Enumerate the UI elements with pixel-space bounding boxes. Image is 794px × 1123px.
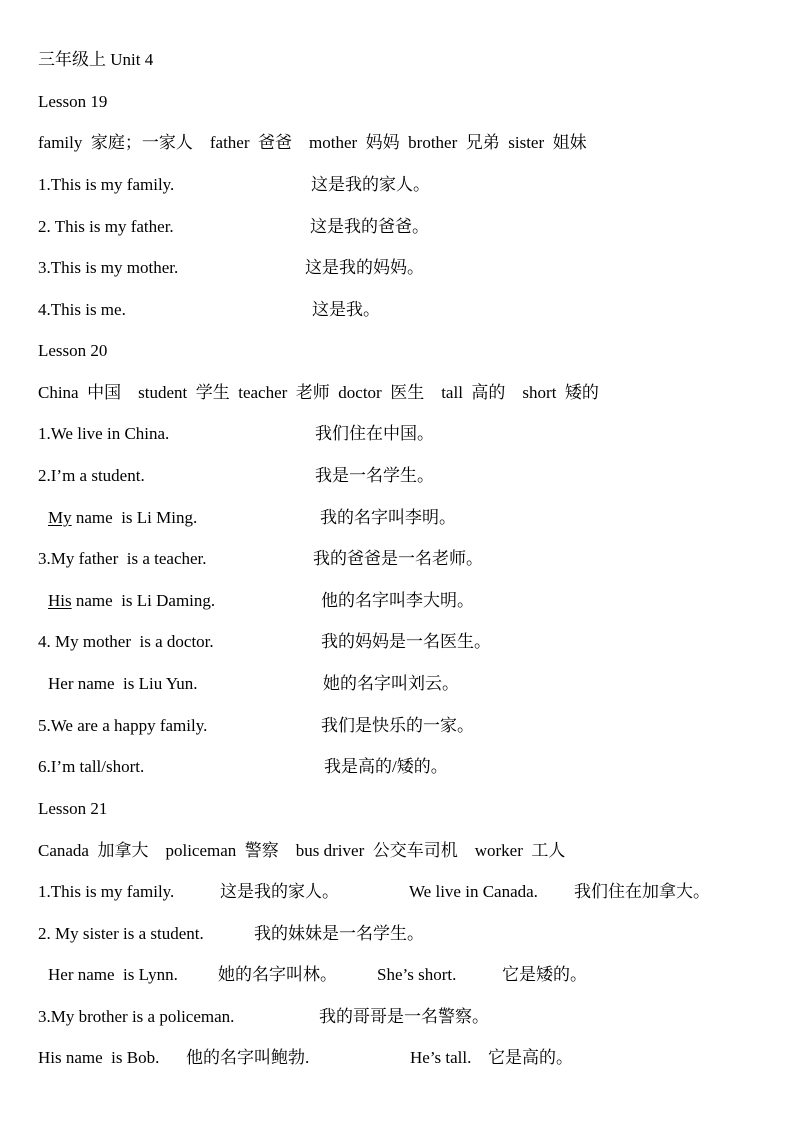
lesson-20-sentence-3b <box>0 586 794 616</box>
sentence-chinese: 这是我的家人。 <box>220 882 339 901</box>
sentence-chinese: 我的爸爸是一名老师。 <box>313 549 483 568</box>
sentence-chinese: 我是高的/矮的。 <box>324 757 448 776</box>
sentence-english: 6.I’m tall/short. <box>38 757 145 776</box>
sentence-chinese: 这是我的家人。 <box>311 175 430 194</box>
sentence-chinese: 他的名字叫李大明。 <box>321 591 474 610</box>
lesson-21-sentence-3 <box>0 1002 794 1032</box>
lesson-21-sentence-2b <box>0 960 794 990</box>
lesson-20-sentence-4b <box>0 669 794 699</box>
lesson-21-heading-line <box>0 794 794 824</box>
lesson-20-sentence-5 <box>0 711 794 741</box>
sentence-english: He’s tall. <box>410 1048 472 1067</box>
sentence-chinese: 我的名字叫李明。 <box>320 508 456 527</box>
sentence-chinese: 她的名字叫林。 <box>218 965 337 984</box>
sentence-english: 2. This is my father. <box>38 217 174 236</box>
sentence-english: 5.We are a happy family. <box>38 716 208 735</box>
lesson-21-vocab: Canada 加拿大 policeman 警察 bus driver 公交车司机 worker 工人 <box>38 841 566 860</box>
lesson-19-sentence-3 <box>0 253 794 283</box>
lesson-21-sentence-3b <box>0 1043 794 1073</box>
sentence-chinese: 它是高的。 <box>488 1048 573 1067</box>
sentence-chinese: 他的名字叫鲍勃. <box>186 1048 310 1067</box>
sentence-rest: name is Li Daming. <box>71 591 216 610</box>
sentence-english: Her name is Lynn. <box>48 965 178 984</box>
sentence-chinese: 她的名字叫刘云。 <box>323 674 459 693</box>
lesson-21-sentence-1 <box>0 877 794 907</box>
lesson-20-vocab: China 中国 student 学生 teacher 老师 doctor 医生 tall 高的 short 矮的 <box>38 383 599 402</box>
sentence-chinese: 它是矮的。 <box>502 965 587 984</box>
lesson-20-sentence-2 <box>0 461 794 491</box>
sentence-english: 2. My sister is a student. <box>38 924 204 943</box>
lesson-20-sentence-1 <box>0 419 794 449</box>
page-title: 三年级上 Unit 4 <box>38 50 154 69</box>
lesson-21-title: Lesson 21 <box>38 799 108 818</box>
sentence-english: 2.I’m a student. <box>38 466 145 485</box>
lesson-19-sentence-1 <box>0 170 794 200</box>
underlined-word: My <box>48 508 72 527</box>
sentence-english: 3.This is my mother. <box>38 258 179 277</box>
sentence-english: We live in Canada. <box>409 882 538 901</box>
lesson-19-heading-line <box>0 87 794 117</box>
sentence-chinese: 我的哥哥是一名警察。 <box>319 1007 489 1026</box>
sentence-chinese: 我们住在中国。 <box>315 424 434 443</box>
sentence-chinese: 这是我的爸爸。 <box>310 217 429 236</box>
header-line <box>0 45 794 75</box>
lesson-21-sentence-2 <box>0 919 794 949</box>
sentence-chinese: 我们是快乐的一家。 <box>321 716 474 735</box>
sentence-chinese: 这是我。 <box>312 300 380 319</box>
sentence-english: Her name is Liu Yun. <box>48 674 198 693</box>
sentence-chinese: 我的妈妈是一名医生。 <box>321 632 491 651</box>
lesson-20-heading-line <box>0 336 794 366</box>
sentence-chinese: 我是一名学生。 <box>315 466 434 485</box>
sentence-chinese: 我们住在加拿大。 <box>574 882 710 901</box>
sentence-english: 1.This is my family. <box>38 882 175 901</box>
sentence-english: 4.This is me. <box>38 300 126 319</box>
sentence-chinese: 这是我的妈妈。 <box>305 258 424 277</box>
sentence-english <box>48 503 197 533</box>
sentence-english: She’s short. <box>377 965 457 984</box>
sentence-chinese: 我的妹妹是一名学生。 <box>254 924 424 943</box>
lesson-19-sentence-2 <box>0 212 794 242</box>
lesson-19-vocab-line <box>0 128 794 158</box>
lesson-21-vocab-line <box>0 836 794 866</box>
lesson-19-vocab: family 家庭；一家人 father 爸爸 mother 妈妈 brother 兄弟 sister 姐妹 <box>38 133 587 152</box>
lesson-20-title: Lesson 20 <box>38 341 108 360</box>
sentence-english: 3.My father is a teacher. <box>38 549 207 568</box>
sentence-rest: name is Li Ming. <box>71 508 198 527</box>
sentence-english: 1.We live in China. <box>38 424 170 443</box>
sentence-english: 1.This is my family. <box>38 175 175 194</box>
sentence-english: 3.My brother is a policeman. <box>38 1007 235 1026</box>
lesson-20-sentence-3 <box>0 544 794 574</box>
sentence-english <box>48 586 215 616</box>
lesson-20-sentence-4 <box>0 627 794 657</box>
lesson-19-sentence-4 <box>0 295 794 325</box>
sentence-english: His name is Bob. <box>38 1048 160 1067</box>
lesson-20-vocab-line <box>0 378 794 408</box>
lesson-20-sentence-2b <box>0 503 794 533</box>
underlined-word: His <box>48 591 72 610</box>
sentence-english: 4. My mother is a doctor. <box>38 632 214 651</box>
lesson-19-title: Lesson 19 <box>38 92 108 111</box>
lesson-20-sentence-6 <box>0 752 794 782</box>
